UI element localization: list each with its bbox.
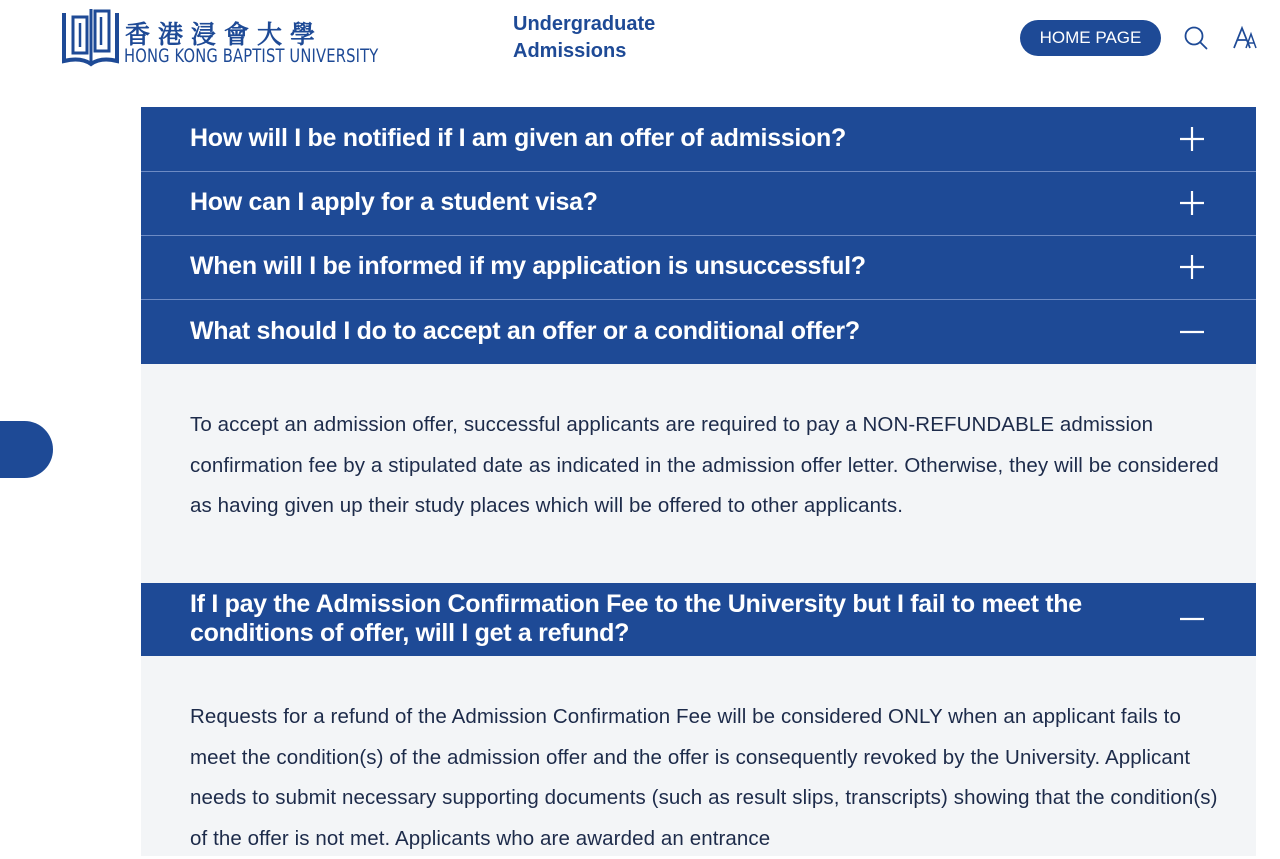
faq-question-refund[interactable]: [141, 583, 1256, 656]
site-header: [0, 0, 1280, 92]
side-panel-tab[interactable]: [0, 421, 53, 478]
faq-question-text: How will I be notified if I am given an offer of admission?: [190, 124, 846, 152]
search-icon[interactable]: [1183, 24, 1209, 52]
faq-question-text-line1: If I pay the Admission Confirmation Fee to the University but I fail to meet the: [190, 590, 1082, 618]
faq-answer-refund: [141, 656, 1256, 856]
site-title[interactable]: Undergraduate Admissions: [513, 13, 656, 62]
faq-question-student-visa[interactable]: [141, 172, 1256, 235]
faq-question-unsuccessful[interactable]: [141, 236, 1256, 299]
faq-question-text-line2: conditions of offer, will I get a refund?: [190, 619, 630, 647]
plus-icon: [1179, 254, 1205, 280]
faq-question-text: What should I do to accept an offer or a conditional offer?: [190, 317, 860, 345]
faq-question-text: How can I apply for a student visa?: [190, 188, 598, 216]
hkbu-logo-icon: [61, 7, 119, 67]
faq-answer-text: Requests for a refund of the Admission Confirmation Fee will be considered ONLY when an applicant fails to meet the condition(s) of the admission offer and the offer is consequently revoked by the University. Applicant needs to submit necessary supporting documents (such as result slips, transcripts) showing that the condition(s) of the offer is not met. Applicants who are awarded an entrance: [190, 705, 1218, 850]
university-logo[interactable]: [61, 7, 401, 69]
faq-answer-accept-offer: [141, 364, 1256, 583]
font-size-icon[interactable]: [1232, 24, 1258, 52]
home-page-button[interactable]: HOME PAGE: [1020, 20, 1161, 56]
plus-icon: [1179, 126, 1205, 152]
faq-answer-text: To accept an admission offer, successful applicants are required to pay a NON-REFUNDABLE admission confirmation fee by a stipulated date as indicated in the admission offer letter. Otherwise, they will be considered as having given up their study places which will be offered to other applicants.: [190, 413, 1219, 517]
logo-english-name: HONG KONG BAPTIST UNIVERSITY: [124, 45, 379, 67]
faq-question-accept-offer[interactable]: [141, 300, 1256, 364]
minus-icon: [1179, 606, 1205, 632]
plus-icon: [1179, 190, 1205, 216]
minus-icon: [1179, 319, 1205, 345]
faq-question-text: When will I be informed if my application is unsuccessful?: [190, 252, 866, 280]
logo-chinese-name: 香港浸會大學: [125, 20, 324, 49]
faq-question-offer-notification[interactable]: [141, 107, 1256, 171]
